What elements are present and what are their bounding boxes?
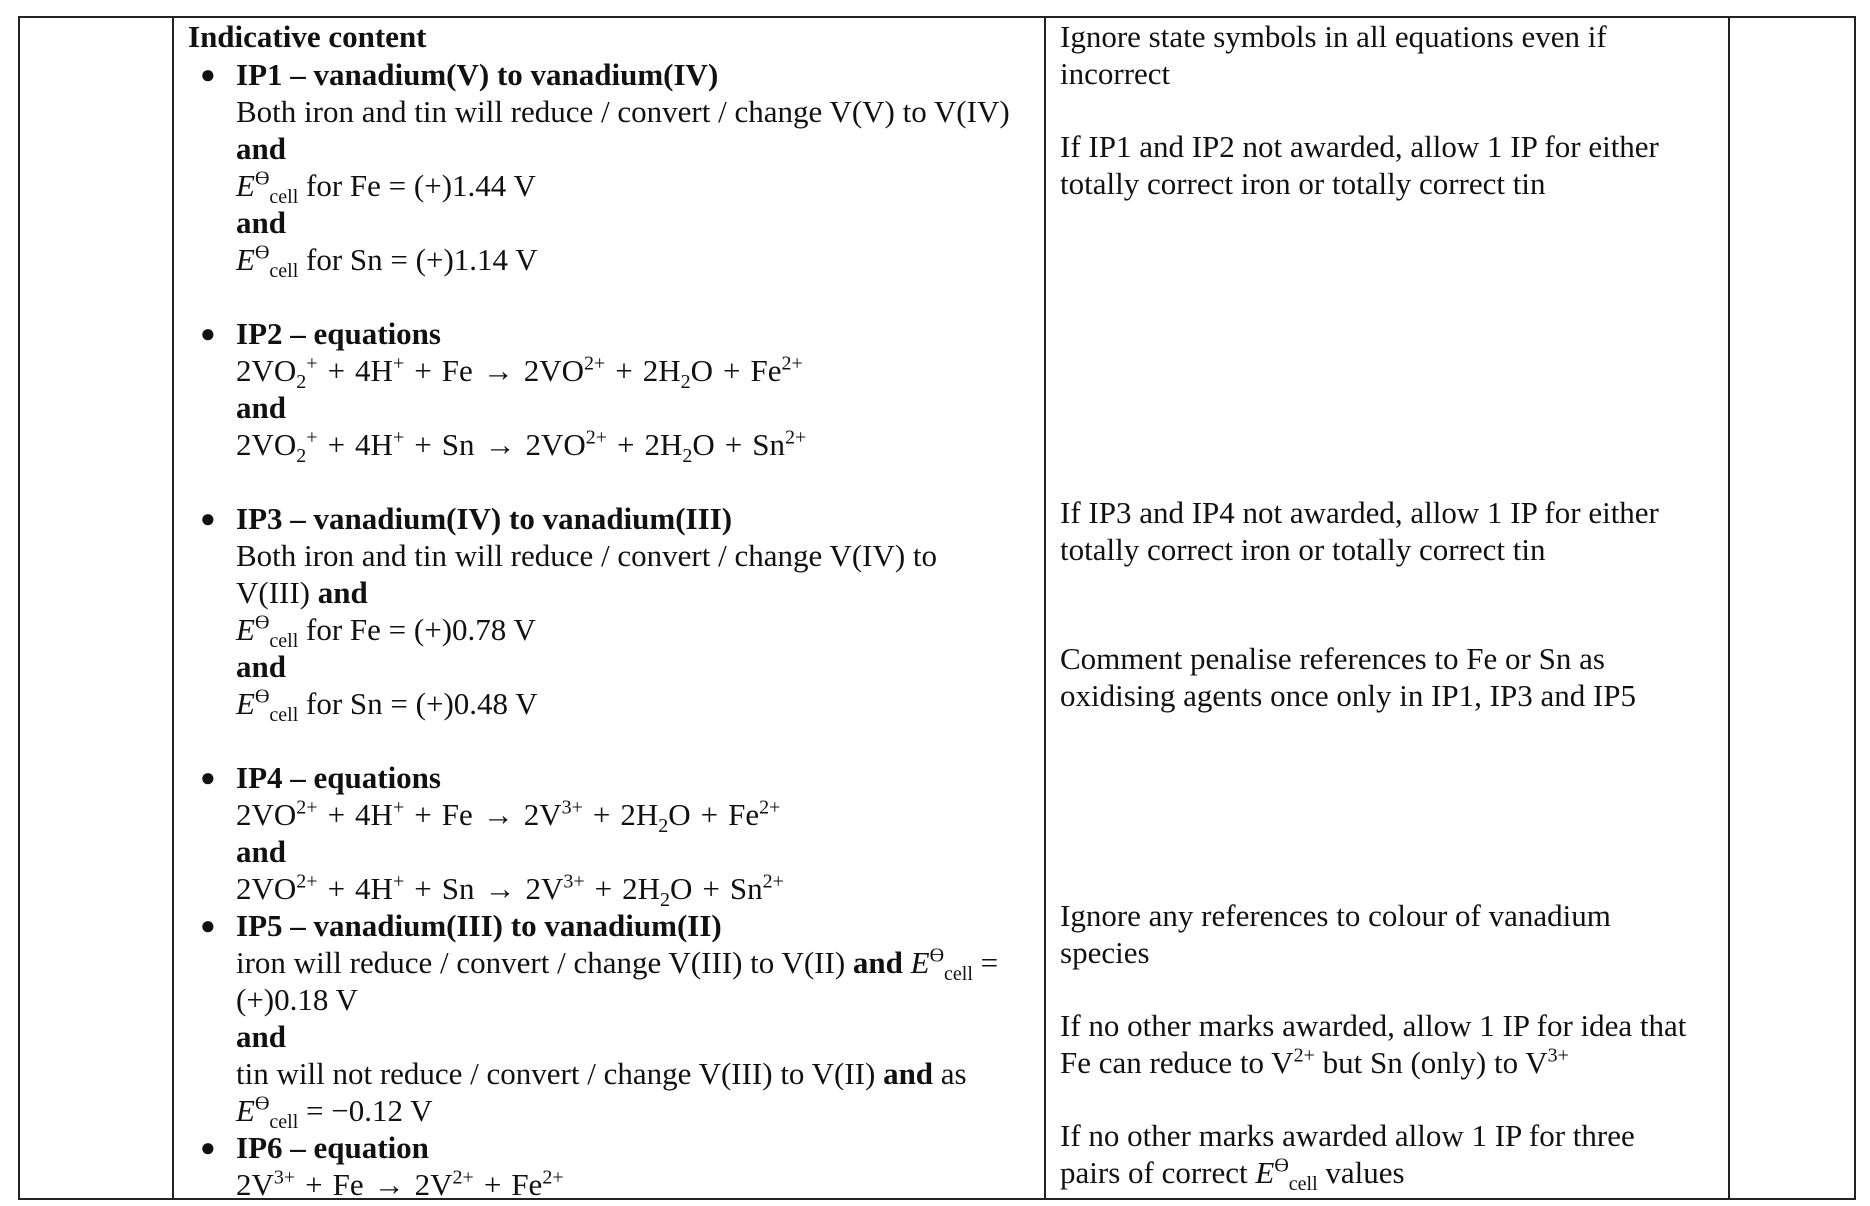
guidance-6-line1: If no other marks awarded, allow 1 IP for idea that (1060, 1008, 1687, 1043)
ip4-title: IP4 – equations (236, 760, 441, 795)
guidance-2-line1: If IP1 and IP2 not awarded, allow 1 IP for either (1060, 129, 1659, 164)
guidance-4-line2: oxidising agents once only in IP1, IP3 and IP5 (1060, 678, 1637, 713)
indicative-content-cell (174, 18, 1044, 1202)
guidance-3-line2: totally correct iron or totally correct tin (1060, 532, 1546, 567)
ip1-ecell-fe: $E^ϴ_{cell}$ for Fe = (+)1.44 V (236, 167, 536, 209)
guidance-7-line2: pairs of correct $E^ϴ_{cell}$ values (1060, 1154, 1405, 1196)
ip3-title: IP3 – vanadium(IV) to vanadium(III) (236, 501, 733, 536)
bullet-ip2: ● (200, 319, 216, 348)
ip2-title: IP2 – equations (236, 316, 441, 351)
guidance-6-line2: Fe can reduce to $V^{2+}$ but Sn (only) to $V^{3+}$ (1060, 1044, 1569, 1080)
ip5-line2: (+)0.18 V (236, 982, 358, 1017)
guidance-2-line2: totally correct iron or totally correct tin (1060, 166, 1546, 201)
ip3-and: and (236, 649, 286, 684)
ip1-title: IP1 – vanadium(V) to vanadium(IV) (236, 57, 719, 92)
ip4-and: and (236, 834, 286, 869)
ip1-line1: Both iron and tin will reduce / convert / change V(V) to V(IV) (236, 94, 1010, 129)
guidance-7-line1: If no other marks awarded allow 1 IP for three (1060, 1118, 1635, 1153)
ip1-and1: and (236, 131, 286, 166)
ip3-line1: Both iron and tin will reduce / convert / change V(IV) to (236, 538, 938, 573)
ip5-line1: iron will reduce / convert / change V(III) to V(II) and $E^ϴ_{cell}$ = (236, 944, 999, 986)
column-divider (1728, 18, 1730, 1198)
ip5-and: and (236, 1019, 286, 1054)
ip6-equation: $2V^{3+} + Fe \to 2V^{2+} + Fe^{2+}$ (236, 1166, 564, 1202)
guidance-3-line1: If IP3 and IP4 not awarded, allow 1 IP for either (1060, 495, 1659, 530)
ip4-equation-fe: $2VO^{2+} + 4H^+ + Fe \to 2V^{3+} + 2H_2O + Fe^{2+}$ (236, 796, 781, 838)
bullet-ip5: ● (200, 911, 216, 940)
bullet-ip3: ● (200, 504, 216, 533)
ip6-title: IP6 – equation (236, 1130, 429, 1165)
ip1-ecell-sn: $E^ϴ_{cell}$ for Sn = (+)1.14 V (236, 241, 538, 283)
ip5-line3: tin will not reduce / convert / change V(III) to V(II) and as (236, 1056, 967, 1091)
ip5-ecell-neg: $E^ϴ_{cell} = -0.12$ V (236, 1092, 433, 1134)
ip3-ecell-fe: $E^ϴ_{cell}$ for Fe = (+)0.78 V (236, 611, 536, 653)
guidance-5-line2: species (1060, 935, 1150, 970)
guidance-cell (1046, 18, 1724, 1198)
ip3-line2: V(III) and (236, 575, 368, 610)
ip5-title: IP5 – vanadium(III) to vanadium(II) (236, 908, 722, 943)
ip2-and: and (236, 390, 286, 425)
ip2-equation-fe: $2VO_2^+ + 4H^+ + Fe \to 2VO^{2+} + 2H_2O + Fe^{2+}$ (236, 352, 803, 394)
guidance-4-line1: Comment penalise references to Fe or Sn as (1060, 641, 1605, 676)
ip1-and2: and (236, 205, 286, 240)
bullet-ip6: ● (200, 1133, 216, 1162)
ip3-ecell-sn: $E^ϴ_{cell}$ for Sn = (+)0.48 V (236, 685, 538, 727)
ip4-equation-sn: $2VO^{2+} + 4H^+ + Sn \to 2V^{3+} + 2H_2O + Sn^{2+}$ (236, 870, 784, 912)
bullet-ip1: ● (200, 60, 216, 89)
indicative-heading: Indicative content (188, 19, 427, 54)
ip2-equation-sn: $2VO_2^+ + 4H^+ + Sn \to 2VO^{2+} + 2H_2O + Sn^{2+}$ (236, 426, 807, 468)
guidance-5-line1: Ignore any references to colour of vanadium (1060, 898, 1611, 933)
guidance-1-line2: incorrect (1060, 56, 1171, 91)
bullet-ip4: ● (200, 763, 216, 792)
mark-scheme-table (18, 16, 1856, 1200)
guidance-1-line1: Ignore state symbols in all equations even if (1060, 19, 1607, 54)
